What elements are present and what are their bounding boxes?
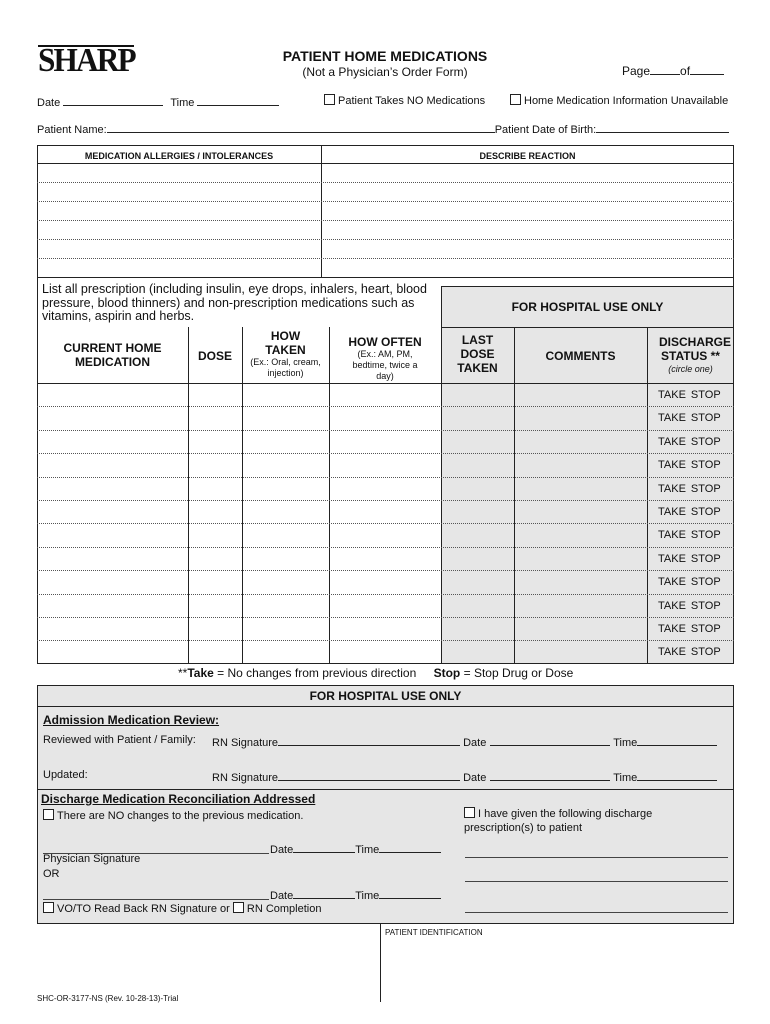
- stop-option[interactable]: STOP: [690, 576, 721, 588]
- form-subtitle: (Not a Physician’s Order Form): [302, 65, 468, 79]
- how-taken-header: [242, 329, 329, 379]
- rn-completion-label: RN Completion: [246, 903, 322, 915]
- medication-row-line: [37, 523, 734, 524]
- medication-row-line: [37, 406, 734, 407]
- or-label: OR: [43, 868, 60, 880]
- form-title: PATIENT HOME MEDICATIONS: [282, 48, 488, 64]
- last-dose-header: LAST DOSE TAKEN: [457, 333, 498, 375]
- take-option[interactable]: TAKE: [658, 529, 686, 541]
- medication-row-line: [37, 617, 734, 618]
- physician-date-time: [270, 841, 441, 856]
- current-medication-header: CURRENT HOME MEDICATION: [63, 341, 162, 369]
- take-option[interactable]: TAKE: [658, 576, 686, 588]
- updated-time-field[interactable]: [637, 769, 717, 781]
- discharge-reconciliation-title: Discharge Medication Reconciliation Addressed: [41, 792, 316, 806]
- time-label: Time: [355, 844, 380, 856]
- rn-completion-checkbox[interactable]: [233, 902, 244, 913]
- discharge-status-options: [647, 600, 734, 612]
- patient-name-field[interactable]: [107, 121, 495, 133]
- vo-to-date-time: [270, 887, 441, 902]
- admission-review-title: Admission Medication Review:: [43, 713, 220, 727]
- medication-row-line: [37, 430, 734, 431]
- stop-option[interactable]: STOP: [690, 623, 721, 635]
- take-option[interactable]: TAKE: [658, 506, 686, 518]
- meds-instructions: List all prescription (including insulin, eye drops, inhalers, heart, blood pressure, blood thinners) and non-prescription medications such as vitamins, aspirin and herbs.: [42, 282, 427, 323]
- physician-signature-label: Physician Signature: [43, 853, 141, 865]
- take-option[interactable]: TAKE: [658, 483, 686, 495]
- time-label: Time: [355, 890, 380, 902]
- no-meds-option[interactable]: [324, 94, 485, 107]
- page-label: Page: [622, 64, 651, 78]
- stop-option[interactable]: STOP: [690, 412, 721, 424]
- discharge-status-header: [647, 335, 734, 375]
- prescription-line[interactable]: [465, 912, 728, 913]
- stop-option[interactable]: STOP: [690, 506, 721, 518]
- col-divider: [514, 327, 515, 664]
- date-label: Date: [463, 737, 487, 749]
- take-option[interactable]: TAKE: [658, 600, 686, 612]
- patient-name-row: [37, 121, 729, 136]
- given-rx-checkbox[interactable]: [464, 807, 475, 818]
- take-option[interactable]: TAKE: [658, 553, 686, 565]
- meds-header-bottom-line: [37, 383, 734, 384]
- how-often-example: (Ex.: AM, PM, bedtime, twice a day): [352, 349, 418, 381]
- time-label: Time: [613, 737, 638, 749]
- prescription-line[interactable]: [465, 857, 728, 858]
- stop-option[interactable]: STOP: [690, 646, 721, 658]
- how-often-header: [329, 335, 441, 382]
- col-divider: [647, 327, 648, 664]
- stop-option[interactable]: STOP: [690, 389, 721, 401]
- reviewed-rn-signature-field[interactable]: [278, 734, 460, 746]
- date-field[interactable]: [63, 94, 163, 106]
- date-label: Date: [463, 772, 487, 784]
- stop-option[interactable]: STOP: [690, 459, 721, 471]
- legend-asterisks: **: [178, 666, 188, 680]
- discharge-legend: [178, 666, 573, 680]
- take-option[interactable]: TAKE: [658, 412, 686, 424]
- review-hospital-use-header: FOR HOSPITAL USE ONLY: [309, 689, 462, 703]
- dob-field[interactable]: [596, 121, 729, 133]
- col-divider: [188, 327, 189, 664]
- discharge-status-options: [647, 623, 734, 635]
- no-meds-label: Patient Takes NO Medications: [338, 95, 486, 107]
- allergy-row-line: [37, 239, 734, 240]
- allergies-header-line: [37, 163, 734, 164]
- discharge-status-options: [647, 576, 734, 588]
- vo-to-time-field[interactable]: [379, 887, 441, 899]
- unavailable-checkbox[interactable]: [510, 94, 521, 105]
- allergies-col-header: MEDICATION ALLERGIES / INTOLERANCES: [84, 151, 274, 161]
- medication-row-line: [37, 594, 734, 595]
- of-label: of: [680, 64, 691, 78]
- patient-identification-label: PATIENT IDENTIFICATION: [385, 928, 483, 937]
- allergy-row-line: [37, 201, 734, 202]
- take-option[interactable]: TAKE: [658, 436, 686, 448]
- date-label: Date: [37, 97, 61, 109]
- legend-take-text: = No changes from previous direction: [213, 666, 417, 680]
- circle-one-note: (circle one): [668, 364, 713, 374]
- patient-name-label: Patient Name:: [37, 124, 107, 136]
- legend-stop-word: Stop: [433, 666, 461, 680]
- no-changes-option[interactable]: [43, 809, 303, 822]
- discharge-status-options: [647, 529, 734, 541]
- reviewed-label: Reviewed with Patient / Family:: [43, 734, 196, 746]
- prescription-line[interactable]: [465, 881, 728, 882]
- reviewed-signature-row: [212, 734, 717, 749]
- reviewed-date-field[interactable]: [490, 734, 610, 746]
- vo-to-checkbox[interactable]: [43, 902, 54, 913]
- discharge-status-options: [647, 436, 734, 448]
- review-header-line: [37, 706, 734, 707]
- updated-label: Updated:: [43, 769, 88, 781]
- stop-option[interactable]: STOP: [690, 436, 721, 448]
- medication-row-line: [37, 547, 734, 548]
- take-option[interactable]: TAKE: [658, 646, 686, 658]
- stop-option[interactable]: STOP: [690, 529, 721, 541]
- patient-id-divider: [380, 924, 381, 1002]
- no-changes-checkbox[interactable]: [43, 809, 54, 820]
- vo-to-label: VO/TO Read Back RN Signature or: [57, 903, 230, 915]
- dob-label: Patient Date of Birth:: [494, 124, 597, 136]
- stop-option[interactable]: STOP: [690, 553, 721, 565]
- medication-row-line: [37, 453, 734, 454]
- discharge-status-options: [647, 389, 734, 401]
- allergy-row-line: [37, 182, 734, 183]
- vo-to-signature-line[interactable]: [43, 899, 269, 900]
- given-rx-label: I have given the following discharge prescription(s) to patient: [464, 808, 653, 834]
- rn-signature-label: RN Signature: [212, 772, 279, 784]
- form-number: SHC-OR-3177-NS (Rev. 10-28-13)-Trial: [37, 994, 179, 1003]
- stop-option[interactable]: STOP: [690, 483, 721, 495]
- medication-row-line: [37, 477, 734, 478]
- date-time-row: [37, 94, 279, 109]
- updated-signature-row: [212, 769, 717, 784]
- discharge-status-options: [647, 646, 734, 658]
- hospital-use-header: FOR HOSPITAL USE ONLY: [511, 300, 664, 314]
- medication-row-line: [37, 640, 734, 641]
- unavailable-label: Home Medication Information Unavailable: [524, 95, 729, 107]
- discharge-status-label: DISCHARGE STATUS **: [659, 335, 732, 363]
- page-total-field[interactable]: [690, 63, 724, 75]
- physician-time-field[interactable]: [379, 841, 441, 853]
- discharge-status-options: [647, 483, 734, 495]
- no-meds-checkbox[interactable]: [324, 94, 335, 105]
- legend-stop-text: = Stop Drug or Dose: [460, 666, 574, 680]
- physician-date-field[interactable]: [293, 841, 355, 853]
- given-rx-option[interactable]: [464, 807, 694, 835]
- vo-to-date-field[interactable]: [293, 887, 355, 899]
- date-label: Date: [270, 844, 294, 856]
- reviewed-time-field[interactable]: [637, 734, 717, 746]
- sharp-logo: SHARP: [38, 42, 135, 79]
- rn-signature-label: RN Signature: [212, 737, 279, 749]
- time-label: Time: [613, 772, 638, 784]
- updated-rn-signature-field[interactable]: [278, 769, 460, 781]
- allergy-row-line: [37, 220, 734, 221]
- reaction-col-header: DESCRIBE REACTION: [479, 151, 576, 161]
- take-option[interactable]: TAKE: [658, 389, 686, 401]
- stop-option[interactable]: STOP: [690, 600, 721, 612]
- take-option[interactable]: TAKE: [658, 459, 686, 471]
- medication-row-line: [37, 500, 734, 501]
- unavailable-option[interactable]: [510, 94, 728, 107]
- hospital-use-top-line: [441, 286, 734, 287]
- no-changes-label: There are NO changes to the previous medication.: [57, 810, 304, 822]
- date-label: Date: [270, 890, 294, 902]
- review-section-line: [37, 789, 734, 790]
- discharge-status-options: [647, 459, 734, 471]
- time-label: Time: [170, 97, 195, 109]
- discharge-status-options: [647, 553, 734, 565]
- discharge-status-options: [647, 506, 734, 518]
- discharge-status-options: [647, 412, 734, 424]
- allergy-row-line: [37, 258, 734, 259]
- page-number-field[interactable]: [650, 63, 680, 75]
- how-often-label: HOW OFTEN: [348, 335, 422, 349]
- how-taken-example: (Ex.: Oral, cream, injection): [250, 357, 321, 378]
- medication-row-line: [37, 570, 734, 571]
- page-of: [622, 63, 724, 78]
- time-field[interactable]: [197, 94, 279, 106]
- comments-header: COMMENTS: [545, 349, 616, 363]
- hospital-use-header-line: [441, 327, 734, 328]
- dose-header: DOSE: [197, 349, 232, 363]
- how-taken-label: HOW TAKEN: [265, 329, 306, 357]
- vo-to-row: [43, 902, 321, 915]
- take-option[interactable]: TAKE: [658, 623, 686, 635]
- legend-take-word: Take: [187, 666, 214, 680]
- updated-date-field[interactable]: [490, 769, 610, 781]
